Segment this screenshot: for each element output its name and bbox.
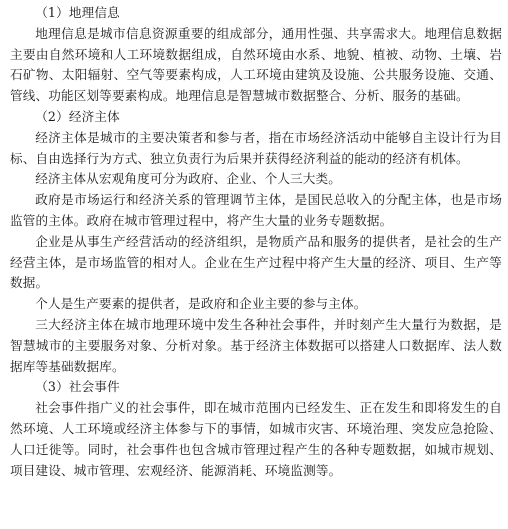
paragraph-geographic-info: 地理信息是城市信息资源重要的组成部分，通用性强、共享需求大。地理信息数据主要由自然环境和人工环境数据组成，自然环境由水系、地貌、植被、动物、土壤、岩石矿物、太阳辐射、空气等要素构成，人工环境由建筑及设施、公共服务设施、交通、管线、功能区划等要素构成。地理信息是智慧城市数据整合、分析、服务的基础。 — [10, 25, 502, 104]
paragraph-individual: 个人是生产要素的提供者，是政府和企业主要的参与主体。 — [35, 296, 367, 312]
paragraph-economic-entity-definition: 经济主体是城市的主要决策者和参与者，指在市场经济活动中能够自主设计行为目标、自由选择行为方式、独立负责行为后果并获得经济利益的能动的经济有机体。 — [10, 129, 502, 166]
section-heading-social-events: （3）社会事件 — [35, 379, 120, 395]
paragraph-social-events: 社会事件指广义的社会事件，即在城市范围内已经发生、正在发生和即将发生的自然环境、人工环境或经济主体参与下的事情，如城市灾害、环境治理、突发应急抢险、人口迁徙等。同时，社会事件也包含城市管理过程产生的各种专题数据，如城市规划、项目建设、城市管理、宏观经济、能源消耗、环境监测等。 — [10, 400, 502, 478]
paragraph-economic-entity-categories: 经济主体从宏观角度可分为政府、企业、个人三大类。 — [35, 171, 342, 187]
paragraph-enterprise: 企业是从事生产经营活动的经济组织，是物质产品和服务的提供者，是社会的生产经营主体，是市场监管的相对人。企业在生产过程中将产生大量的经济、项目、生产等数据。 — [10, 233, 502, 291]
section-heading-geographic-info: （1）地理信息 — [35, 5, 120, 20]
paragraph-three-entities: 三大经济主体在城市地理环境中发生各种社会事件，并时刻产生大量行为数据，是智慧城市的主要服务对象、分析对象。基于经济主体数据可以搭建人口数据库、法人数据库等基础数据库。 — [10, 316, 502, 374]
section-heading-economic-entity: （2）经济主体 — [35, 108, 120, 124]
paragraph-government: 政府是市场运行和经济关系的管理调节主体，是国民总收入的分配主体，也是市场监管的主体。政府在城市管理过程中，将产生大量的业务专题数据。 — [10, 192, 502, 228]
